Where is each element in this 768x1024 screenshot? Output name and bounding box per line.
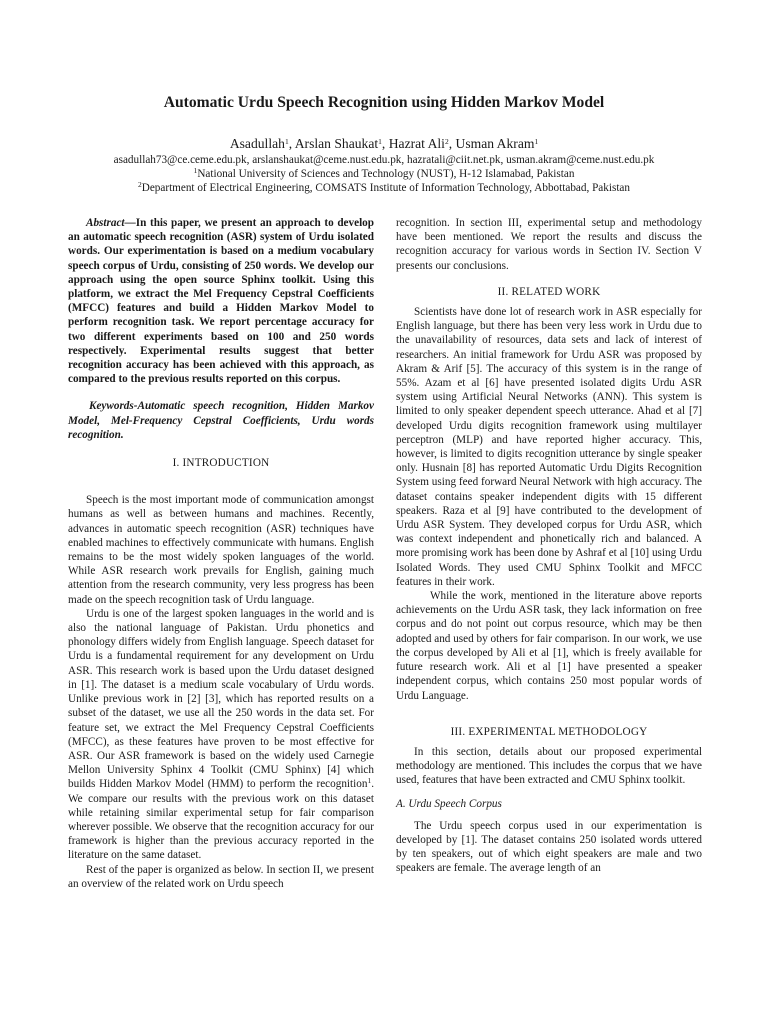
affiliation-text: National University of Sciences and Technology (NUST), H-12 Islamabad, Pakistan <box>197 168 575 180</box>
intro-paragraph-3: Rest of the paper is organized as below. In section II, we present an overview of the related work on Urdu speech <box>68 863 374 890</box>
intro-paragraph-1: Speech is the most important mode of communication amongst humans as well as between humans and machines. Recently, advances in automatic speech recognition (ASR) techniques have enabled machines to effectively communicate with humans. English remains to be the most widely spoken languages of the world. While ASR research work prevails for English, gaining much attention from the research community, very less progress has been made on the speech recognition task of Urdu language. <box>68 494 374 606</box>
keywords: Keywords-Automatic speech recognition, Hidden Markov Model, Mel-Frequency Cepstral Coefficients, Urdu words recognition. <box>68 400 374 441</box>
affiliation-1 <box>0 167 768 182</box>
author-affiliation-mark: 1 <box>378 136 382 146</box>
related-paragraph-1: Scientists have done lot of research work in ASR especially for English language, but there has been very less work in Urdu due to the unavailability of resources, data sets and lack of interest of researchers. An initial framework for Urdu ASR was proposed by Akram & Arif [5]. The accuracy of this system is in the range of 55%. Azam et al [6] have presented isolated digits Urdu ASR system using Artificial Neural Networks (ANN). This system is limited to only speaker dependent speech utterance. Ahad et al [7] developed Urdu digits recognition framework using multilayer perceptron (MLP) and have reported higher accuracy. This, however, is limited to digits recognition utterance by single speaker only. Husnain [8] has reported Automatic Urdu Digits Recognition System using feed forward Neural Network with high accuracy. The dataset contains speaker independent digits with 15 different speakers. Raza et al [9] have contributed to the development of Urdu ASR System. They developed corpus for Urdu ASR, which was context independent and phonetically rich and balanced. A more promising work has been done by Ashraf et al [10] using Urdu Isolated Words. They used CMU Sphinx Toolkit and MFCC features in their work. <box>396 306 702 588</box>
abstract-text: —In this paper, we present an approach to develop an automatic speech recognition (ASR) system of Urdu isolated words. Our experimentation is based on a medium vocabulary speech corpus of Urdu, consisting of 250 words. We develop our approach using the open source Sphinx toolkit. Using this platform, we extract the Mel Frequency Cepstral Coefficients (MFCC) features and build a Hidden Markov Model to perform recognition task. We report percentage accuracy for two different experiments based on 100 and 250 words respectively. Experimental results suggest that better recognition accuracy has been achieved with this approach, as compared to the previous results reported on this corpus. <box>68 217 374 386</box>
intro-paragraph-2-text: Urdu is one of the largest spoken languages in the world and is also the national language of Pakistan. Urdu phonetics and phonology differs widely from English language. Speech dataset for Urdu is a fundamental requirement for any development on Urdu ASR. This research work is based upon the Urdu dataset designed in [1]. The dataset is a medium scale vocabulary of Urdu words. Unlike previous work in [2] [3], which has reported results on a subset of the dataset, we use all the 250 words in the data set. For feature set, we extract the Mel Frequency Cepstral Coefficients (MFCC), as these features have proven to be most effective for ASR. Our ASR framework is based on the widely used Carnegie Mellon University Sphinx 4 Toolkit (CMU Sphinx) [4] which builds Hidden Markov Model (HMM) to perform the recognition <box>68 607 374 791</box>
section-heading-introduction: I. INTRODUCTION <box>172 457 270 470</box>
footnote-mark: 1 <box>367 776 372 786</box>
author-name: Arslan Shaukat <box>294 136 379 151</box>
affiliation-2 <box>0 181 768 196</box>
section-heading-methodology: III. EXPERIMENTAL METHODOLOGY <box>450 725 648 738</box>
affiliation-text: Department of Electrical Engineering, COMSATS Institute of Information Technology, Abbottabad, Pakistan <box>141 182 630 194</box>
author-separator: , <box>448 136 456 151</box>
intro-paragraph-2 <box>68 607 374 863</box>
author-emails: asadullah73@ce.ceme.edu.pk, arslanshaukat@ceme.nust.edu.pk, hazratali@ciit.net.pk, usman.akram@ceme.nust.edu.pk <box>113 154 655 166</box>
method-paragraph-2: The Urdu speech corpus used in our experimentation is developed by [1]. The dataset contains 250 isolated words uttered by ten speakers, out of which eight speakers are male and two speakers are female. The average length of an <box>396 819 702 875</box>
affiliation-mark: 2 <box>137 179 142 189</box>
author-affiliation-mark: 1 <box>534 136 539 146</box>
author-line <box>0 135 768 152</box>
author-separator: , <box>288 136 295 151</box>
method-paragraph-1: In this section, details about our proposed experimental methodology are mentioned. This includes the corpus that we have used, features that have been extracted and CMU Sphinx toolkit. <box>396 745 702 787</box>
author-name: Usman Akram <box>455 136 535 151</box>
section-heading-related-work: II. RELATED WORK <box>497 285 601 298</box>
abstract-lead: Abstract <box>86 217 125 229</box>
right-column <box>396 216 702 876</box>
intro-paragraph-2-text-cont: . We compare our results with the previous work on this dataset while retaining similar experimental setup for fair comparison wherever possible. We observe that the recognition accuracy for our framework is higher than the previous accuracy reported in the literature on the same dataset. <box>68 778 374 862</box>
paper-title: Automatic Urdu Speech Recognition using Hidden Markov Model <box>163 94 605 111</box>
author-affiliation-mark: 2 <box>444 136 449 146</box>
left-column <box>68 216 374 891</box>
subsection-heading-urdu-corpus: A. Urdu Speech Corpus <box>396 797 502 810</box>
affiliation-mark: 1 <box>193 165 198 175</box>
author-separator: , <box>381 136 389 151</box>
intro-continuation: recognition. In section III, experimental setup and methodology have been mentioned. We report the results and discuss the recognition accuracy for various words in Section IV. Section V presents our conclusions. <box>396 217 702 272</box>
author-name: Asadullah <box>229 136 285 151</box>
author-name: Hazrat Ali <box>388 136 445 151</box>
related-paragraph-2: While the work, mentioned in the literature above reports achievements on the Urdu ASR task, they lack information on free corpus and do not point out corpus resource, which may be then adopted and used by others for fair comparison. In our work, we use the corpus developed by Ali et al [1], which is freely available for future research work. Ali et al [1] have presented a speaker independent corpus, which contains 250 most popular words of Urdu Language. <box>396 590 702 702</box>
abstract <box>68 216 374 386</box>
author-affiliation-mark: 1 <box>284 136 289 146</box>
